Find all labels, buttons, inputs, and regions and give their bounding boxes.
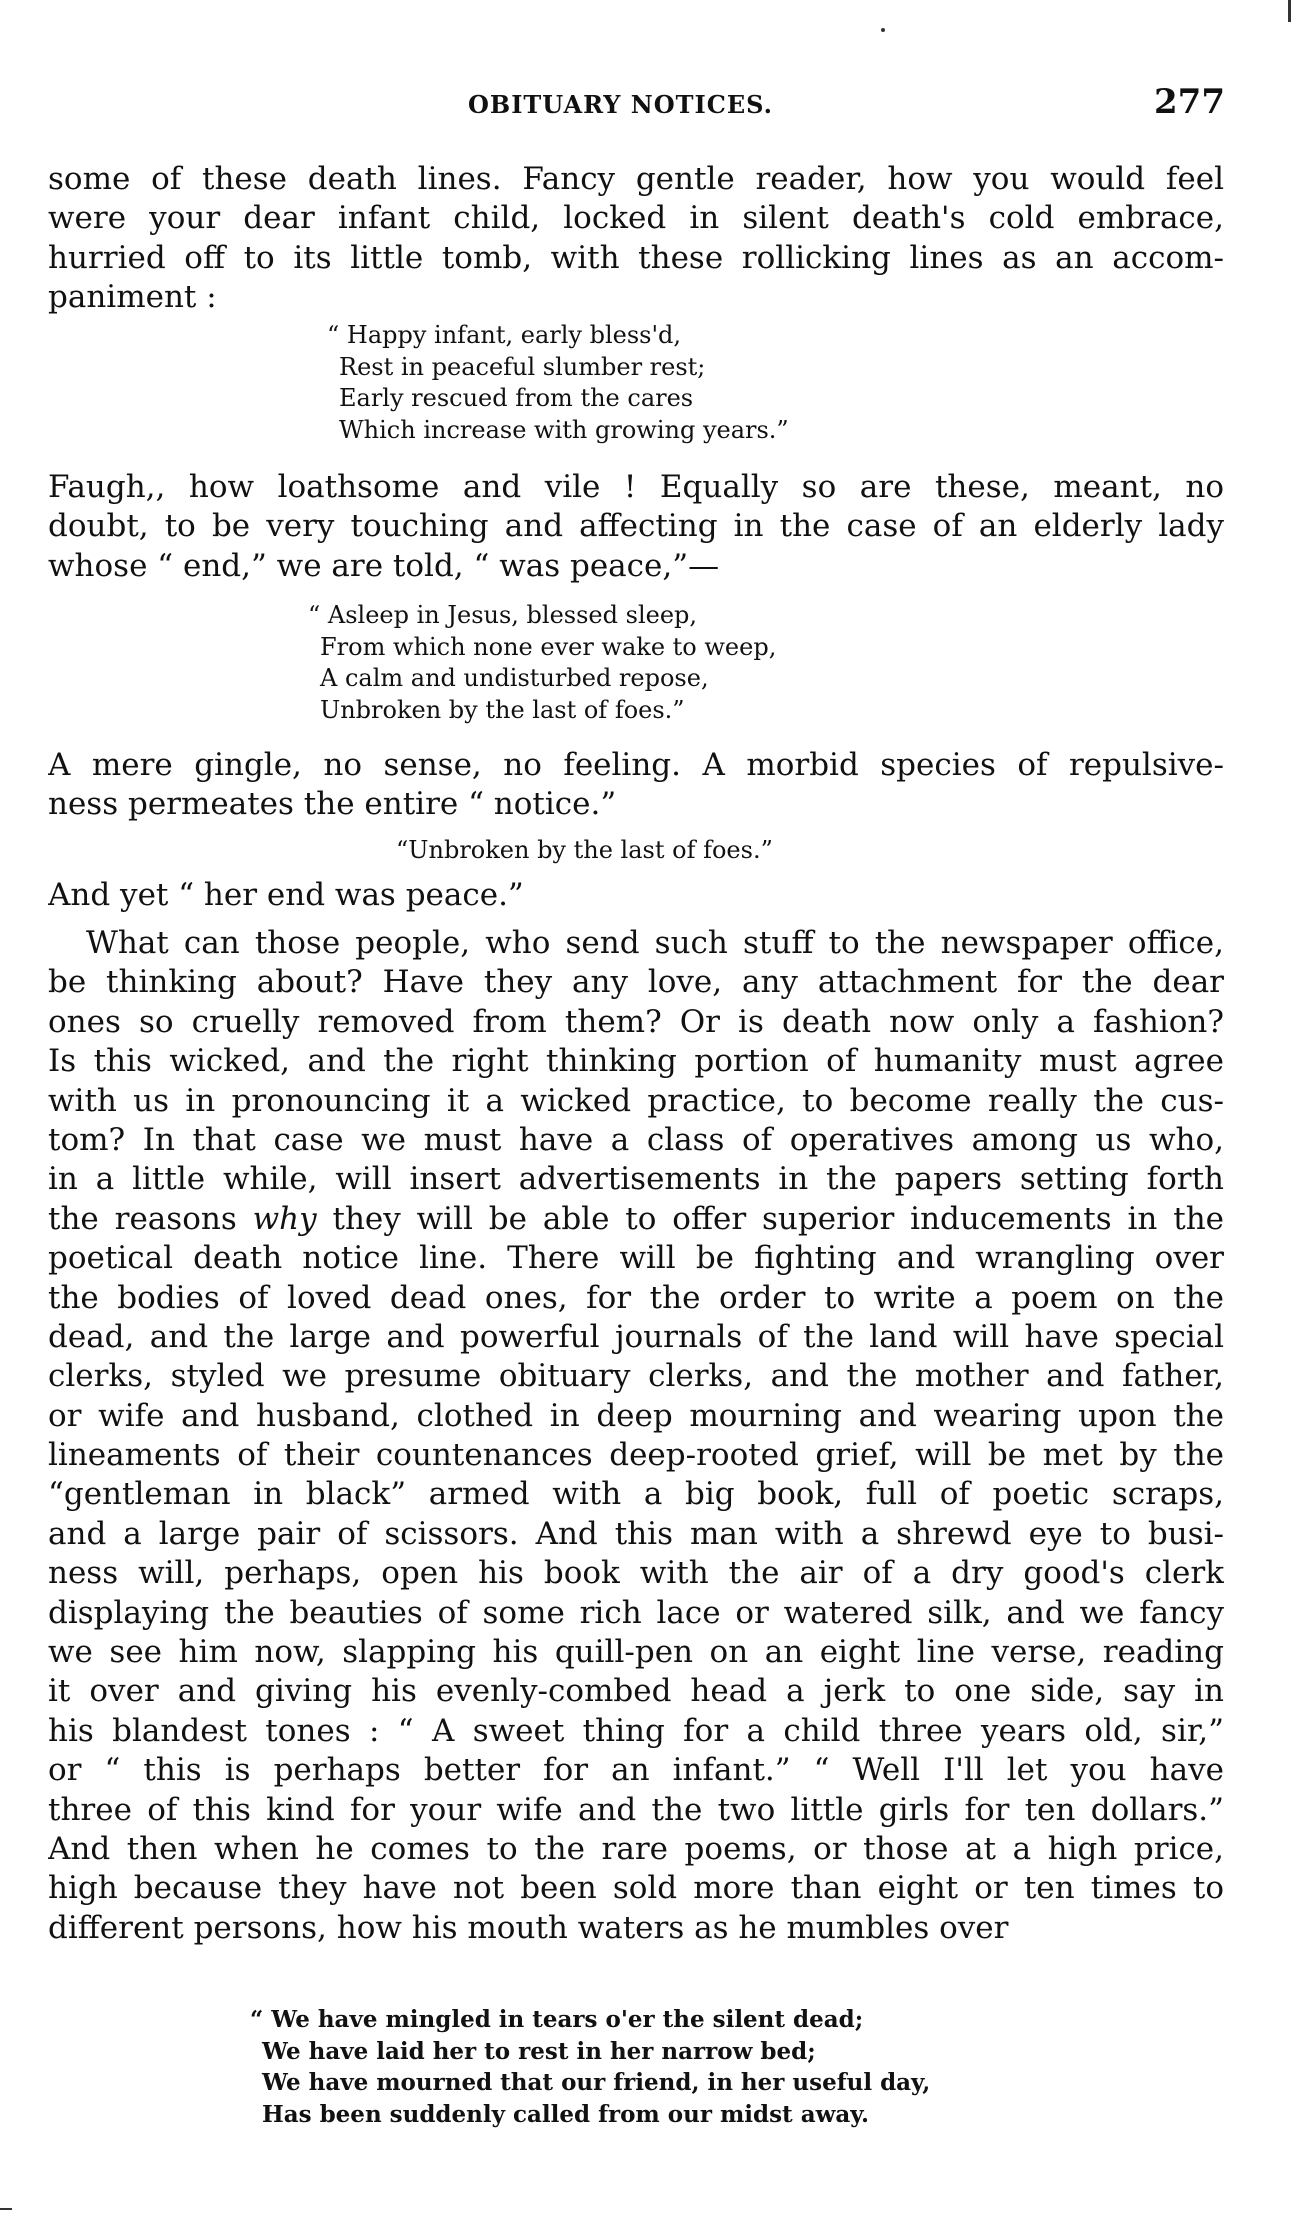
text-line: were your dear infant child, locked in silent death's cold embrace, xyxy=(48,200,1224,237)
text-line: different persons, how his mouth waters as he mumbles over xyxy=(48,1909,1009,1946)
verse-line: “ Asleep in Jesus, blessed sleep, xyxy=(308,601,698,629)
text-line: we see him now, slapping his quill-pen on an eight line verse, reading xyxy=(48,1634,1224,1671)
verse-line: Early rescued from the cares xyxy=(339,384,694,412)
text-line: ness permeates the entire “ notice.” xyxy=(48,786,617,823)
verse-line: Which increase with growing years.” xyxy=(339,415,789,444)
verse-line: “ Happy infant, early bless'd, xyxy=(327,321,682,349)
text-segment: the reasons xyxy=(48,1200,253,1237)
text-line: A mere gingle, no sense, no feeling. A morbid species of repulsive- xyxy=(48,747,1224,783)
text-line: or wife and husband, clothed in deep mourning and wearing upon the xyxy=(48,1397,1224,1434)
text-line: lineaments of their countenances deep-rooted grief, will be met by the xyxy=(48,1437,1224,1474)
text-line: And yet “ her end was peace.” xyxy=(48,877,524,913)
verse-line: A calm and undisturbed repose, xyxy=(320,664,709,692)
verse-line: We have laid her to rest in her narrow bed; xyxy=(262,2037,816,2065)
text-line: in a little while, will insert advertisements in the papers setting forth xyxy=(48,1161,1224,1198)
text-line: dead, and the large and powerful journals of the land will have special xyxy=(48,1318,1224,1355)
speck-mark xyxy=(881,28,885,32)
text-line: clerks, styled we presume obituary clerks, and the mother and father, xyxy=(48,1358,1224,1395)
verse-block xyxy=(250,2004,930,2130)
page-header xyxy=(0,82,1296,122)
paragraph xyxy=(48,924,1224,1948)
text-line: with us in pronouncing it a wicked practice, to become really the cus- xyxy=(48,1082,1224,1119)
text-line: “gentleman in black” armed with a big book, full of poetic scraps, xyxy=(48,1476,1224,1513)
quoted-line: “Unbroken by the last of foes.” xyxy=(396,836,773,864)
text-line: or “ this is perhaps better for an infant.” “ Well I'll let you have xyxy=(48,1752,1224,1789)
text-line: his blandest tones : “ A sweet thing for a child three years old, sir,” xyxy=(48,1712,1224,1749)
paragraph xyxy=(48,876,1224,915)
text-line: ones so cruelly removed from them? Or is death now only a fashion? xyxy=(48,1003,1224,1040)
text-line: paniment : xyxy=(48,279,217,316)
text-line: be thinking about? Have they any love, any attachment for the dear xyxy=(48,964,1224,1001)
verse-line: Unbroken by the last of foes.” xyxy=(320,695,685,724)
emphasis-word: why xyxy=(252,1200,317,1237)
text-line: some of these death lines. Fancy gentle reader, how you would feel xyxy=(48,161,1224,197)
text-line: tom? In that case we must have a class of operatives among us who, xyxy=(48,1121,1224,1158)
page-number: 277 xyxy=(1154,82,1225,122)
paragraph xyxy=(48,160,1224,318)
text-line: high because they have not been sold more than eight or ten times to xyxy=(48,1870,1224,1907)
edge-mark xyxy=(0,2208,12,2210)
verse-line: Rest in peaceful slumber rest; xyxy=(339,352,706,381)
text-line: doubt, to be very touching and affecting in the case of an elderly lady xyxy=(48,508,1224,545)
text-line: the bodies of loved dead ones, for the order to write a poem on the xyxy=(48,1279,1224,1316)
text-segment: they will be able to offer superior inducements in the xyxy=(316,1200,1224,1237)
text-line: Is this wicked, and the right thinking portion of humanity must agree xyxy=(48,1043,1224,1080)
text-line: ness will, perhaps, open his book with the air of a dry good's clerk xyxy=(48,1555,1224,1592)
text-line: Faugh,, how loathsome and vile ! Equally so are these, meant, no xyxy=(48,469,1224,505)
text-line: three of this kind for your wife and the two little girls for ten dollars.” xyxy=(48,1791,1224,1828)
text-line: whose “ end,” we are told, “ was peace,”— xyxy=(48,547,720,584)
verse-block xyxy=(327,320,789,446)
text-line: poetical death notice line. There will be fighting and wrangling over xyxy=(48,1240,1224,1277)
text-line: it over and giving his evenly-combed head a jerk to one side, say in xyxy=(48,1673,1224,1710)
text-line: and a large pair of scissors. And this man with a shrewd eye to busi- xyxy=(48,1515,1224,1552)
running-head: OBITUARY NOTICES. xyxy=(468,90,773,119)
verse-line: From which none ever wake to weep, xyxy=(320,632,777,661)
text-line: hurried off to its little tomb, with these rollicking lines as an accom- xyxy=(48,239,1224,276)
paragraph xyxy=(48,468,1224,586)
text-line: displaying the beauties of some rich lace or watered silk, and we fancy xyxy=(48,1594,1224,1631)
verse-line: We have mourned that our friend, in her useful day, xyxy=(262,2069,931,2096)
paragraph xyxy=(48,746,1224,825)
verse-block xyxy=(308,600,776,726)
text-line: What can those people, who send such stuff to the newspaper office, xyxy=(86,925,1224,961)
text-line xyxy=(48,1200,1224,1239)
verse-line: Has been suddenly called from our midst away. xyxy=(262,2100,870,2128)
verse-line: “ We have mingled in tears o'er the silent dead; xyxy=(250,2006,864,2033)
edge-mark xyxy=(1288,0,1291,22)
text-line: And then when he comes to the rare poems, or those at a high price, xyxy=(48,1830,1224,1867)
